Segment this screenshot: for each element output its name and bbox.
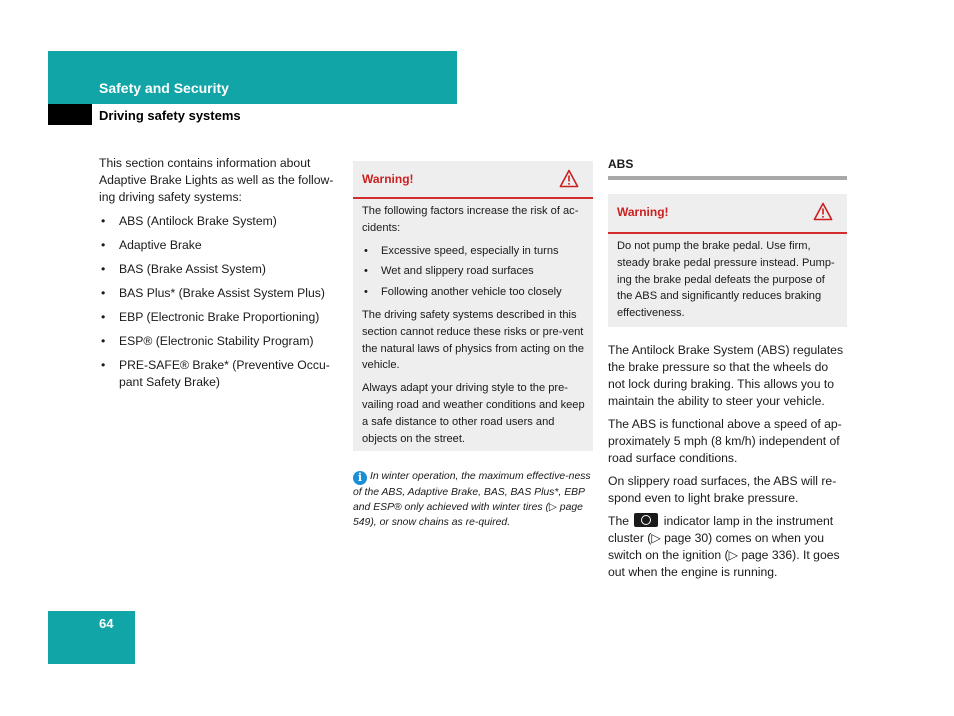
warning-title: Warning!	[617, 205, 669, 219]
warning-box-abs	[608, 194, 847, 327]
risk-factor-item: • Following another vehicle too closely	[362, 284, 585, 301]
list-item-bas: • BAS (Brake Assist System)	[99, 261, 341, 278]
section-title: Safety and Security	[99, 80, 229, 96]
warning-body	[608, 234, 847, 336]
warning-paragraph: The driving safety systems described in this section cannot reduce these risks or pre-vent the natural laws of physics from acting on the vehicle.	[362, 308, 584, 372]
black-tab-marker	[48, 104, 92, 125]
risk-factor-item: • Wet and slippery road surfaces	[362, 263, 585, 280]
page-number-box	[48, 611, 135, 664]
abs-paragraph: The Antilock Brake System (ABS) regulates the brake pressure so that the wheels do not lock during braking. This allows you to maintain the ability to steer your vehicle.	[608, 343, 844, 408]
warning-triangle-icon	[559, 169, 579, 188]
info-icon: i	[353, 471, 367, 485]
warning-header	[353, 161, 593, 199]
subsection-title: Driving safety systems	[99, 108, 241, 123]
info-note	[353, 469, 593, 530]
warning-box-risk	[353, 161, 593, 451]
list-item-pre-safe: • PRE-SAFE® Brake* (Preventive Occu-pant Safety Brake)	[99, 357, 341, 391]
intro-paragraph: This section contains information about Adaptive Brake Lights as well as the follow-ing driving safety systems:	[99, 156, 334, 204]
abs-column	[608, 342, 848, 587]
system-list	[99, 213, 341, 391]
list-item-ebp: • EBP (Electronic Brake Proportioning)	[99, 309, 341, 326]
abs-paragraph: The ABS is functional above a speed of ap-proximately 5 mph (8 km/h) independent of road surface conditions.	[608, 417, 842, 465]
warning-header	[608, 194, 847, 234]
warning-intro: The following factors increase the risk of ac-cidents:	[362, 205, 579, 234]
risk-factor-list	[362, 243, 585, 301]
header-bar	[48, 51, 457, 104]
abs-paragraph-indicator	[608, 513, 848, 581]
list-item-adaptive-brake: • Adaptive Brake	[99, 237, 341, 254]
intro-column	[99, 155, 341, 398]
page-number: 64	[99, 616, 114, 631]
warning-triangle-icon	[813, 202, 833, 221]
warning-body	[353, 199, 593, 461]
risk-factor-item: • Excessive speed, especially in turns	[362, 243, 585, 260]
warning-paragraph: Do not pump the brake pedal. Use firm, steady brake pedal pressure instead. Pump-ing the brake pedal defeats the purpose of the ABS and significantly reduces braking effectiveness.	[617, 240, 835, 320]
abs-indicator-suffix: indicator lamp in the instrument cluster (▷ page 30) comes on when you switch on the ignition (▷ page 336). It goes out when the engine is running.	[608, 514, 840, 579]
warning-title: Warning!	[362, 172, 414, 186]
list-item-abs: • ABS (Antilock Brake System)	[99, 213, 341, 230]
abs-indicator-prefix: The	[608, 514, 630, 528]
warning-paragraph: Always adapt your driving style to the pre-vailing road and weather conditions and keep a safe distance to other road users and objects on the street.	[362, 382, 585, 445]
abs-indicator-lamp-icon	[634, 513, 658, 527]
list-item-bas-plus: • BAS Plus* (Brake Assist System Plus)	[99, 285, 341, 302]
info-note-text: In winter operation, the maximum effective-ness of the ABS, Adaptive Brake, BAS, BAS Plus*, EBP and ESP® only achieved with winter tires (▷ page 549), or snow chains as re-quired.	[353, 471, 591, 528]
abs-heading: ABS	[608, 157, 847, 180]
list-item-esp: • ESP® (Electronic Stability Program)	[99, 333, 341, 350]
abs-paragraph: On slippery road surfaces, the ABS will re-spond even to light brake pressure.	[608, 474, 837, 505]
